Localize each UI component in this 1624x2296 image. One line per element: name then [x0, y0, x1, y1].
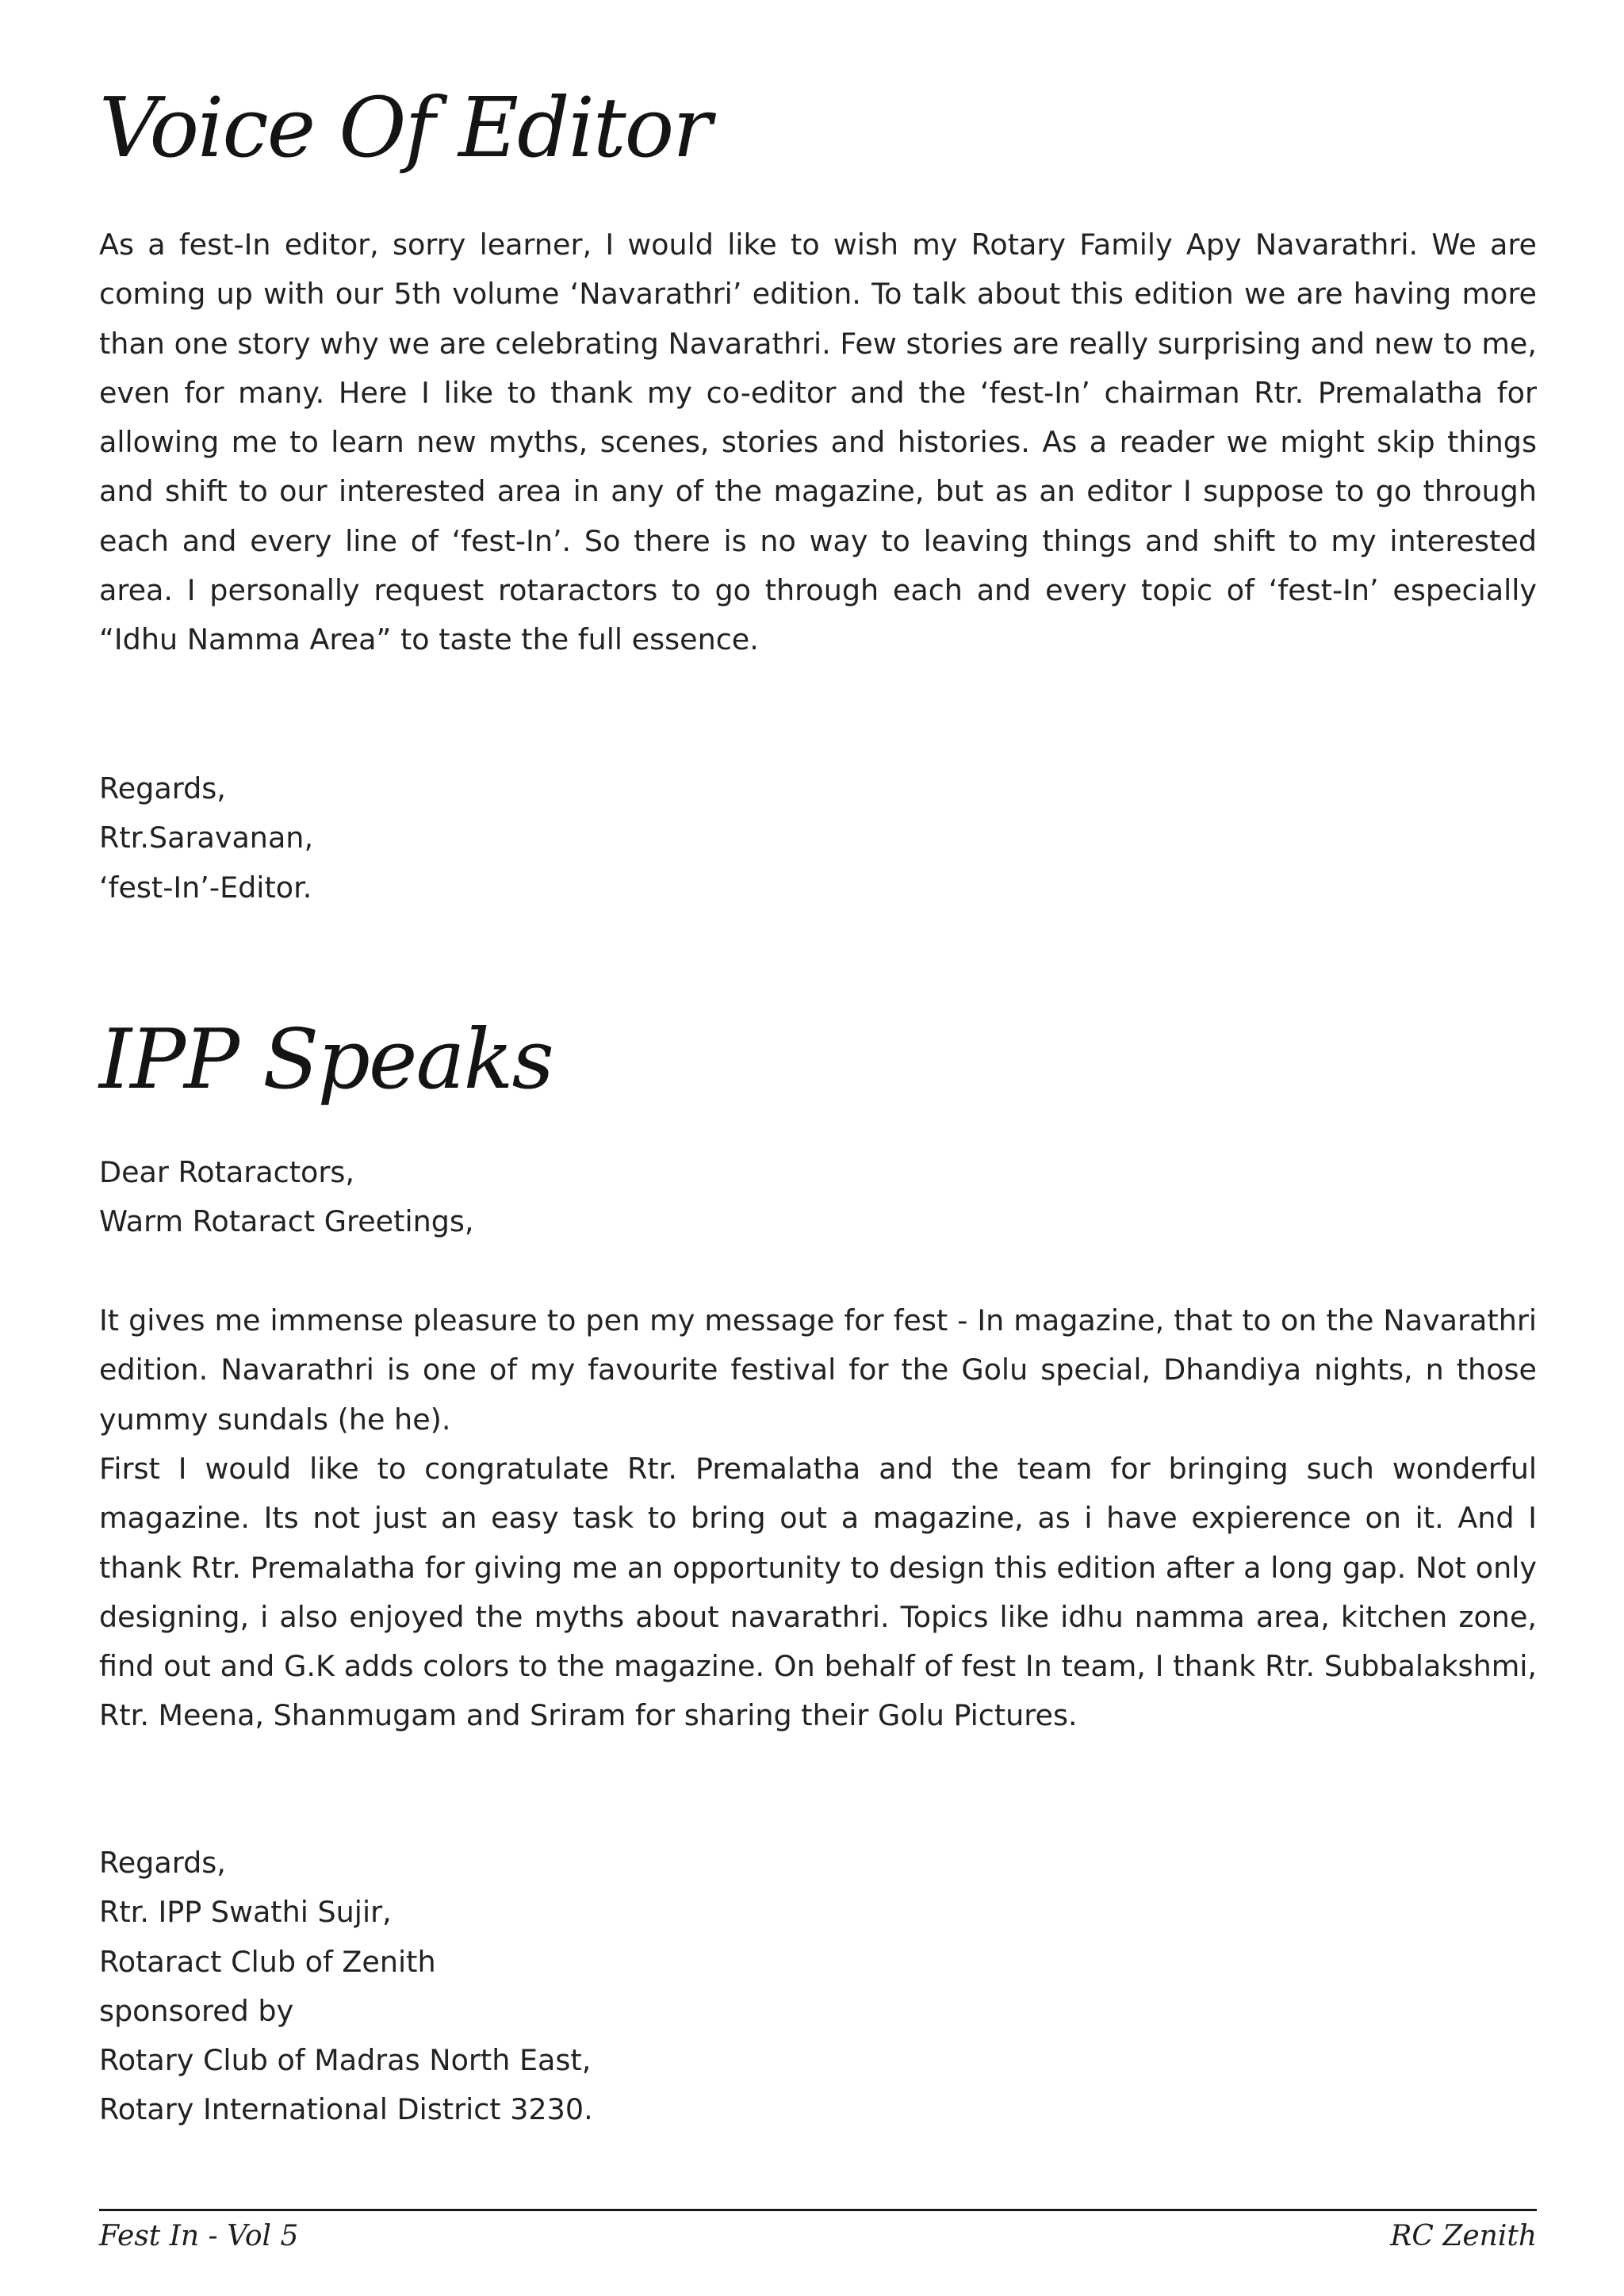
signature-line: Rotary International District 3230.	[99, 2092, 593, 2127]
page	[99, 0, 1537, 2296]
footer-club-label: RC Zenith	[1390, 2220, 1537, 2252]
signature-line: ‘fest-In’-Editor.	[99, 870, 312, 905]
signature-line: Rtr.Saravanan,	[99, 821, 314, 855]
editor-paragraph: As a fest-In editor, sorry learner, I would like to wish my Rotary Family Apy Navarathri. We are coming up with our 5th volume ‘Navarathri’ edition. To talk about this edition we are having more than one story why we are celebrating Navarathri. Few stories are really surprising and new to me, even for many. Here I like to thank my co-editor and the ‘fest-In’ chairman Rtr. Premalatha for allowing me to learn new myths, scenes, stories and histories. As a reader we might skip things and shift to our interested area in any of the magazine, but as an editor I suppose to go through each and every line of ‘fest-In’. So there is no way to leaving things and shift to my interested area. I personally request rotaractors to go through each and every topic of ‘fest-In’ especially “Idhu Namma Area” to taste the full essence.	[99, 228, 1537, 657]
footer-divider	[99, 2209, 1537, 2211]
signature-line: Regards,	[99, 1846, 226, 1880]
editor-signature	[99, 764, 313, 913]
ipp-heading: IPP Speaks	[99, 1011, 553, 1108]
footer-volume-label: Fest In - Vol 5	[99, 2220, 299, 2252]
editor-heading: Voice Of Editor	[99, 79, 710, 176]
signature-line: sponsored by	[99, 1993, 294, 2028]
ipp-signature	[99, 1839, 593, 2135]
signature-line: Rtr. IPP Swathi Sujir,	[99, 1895, 392, 1930]
greeting-line: Warm Rotaract Greetings,	[99, 1204, 474, 1239]
ipp-paragraph-2: First I would like to congratulate Rtr. Premalatha and the team for bringing such wonderful magazine. Its not just an easy task to bring out a magazine, as i have expierence on it. And I thank Rtr. Premalatha for giving me an opportunity to design this edition after a long gap. Not only designing, i also enjoyed the myths about navarathri. Topics like idhu namma area, kitchen zone, find out and G.K adds colors to the magazine. On behalf of fest In team, I thank Rtr. Subbalakshmi, Rtr. Meena, Shanmugam and Sriram for sharing their Golu Pictures.	[99, 1452, 1537, 1733]
greeting-line: Dear Rotaractors,	[99, 1155, 354, 1189]
signature-line: Regards,	[99, 771, 226, 806]
ipp-greeting	[99, 1148, 474, 1247]
signature-line: Rotary Club of Madras North East,	[99, 2043, 592, 2078]
ipp-paragraph-1: It gives me immense pleasure to pen my message for fest - In magazine, that to on the Navarathri edition. Navarathri is one of my favourite festival for the Golu special, Dhandiya nights, n those yummy sundals (he he).	[99, 1303, 1537, 1437]
signature-line: Rotaract Club of Zenith	[99, 1944, 436, 1979]
